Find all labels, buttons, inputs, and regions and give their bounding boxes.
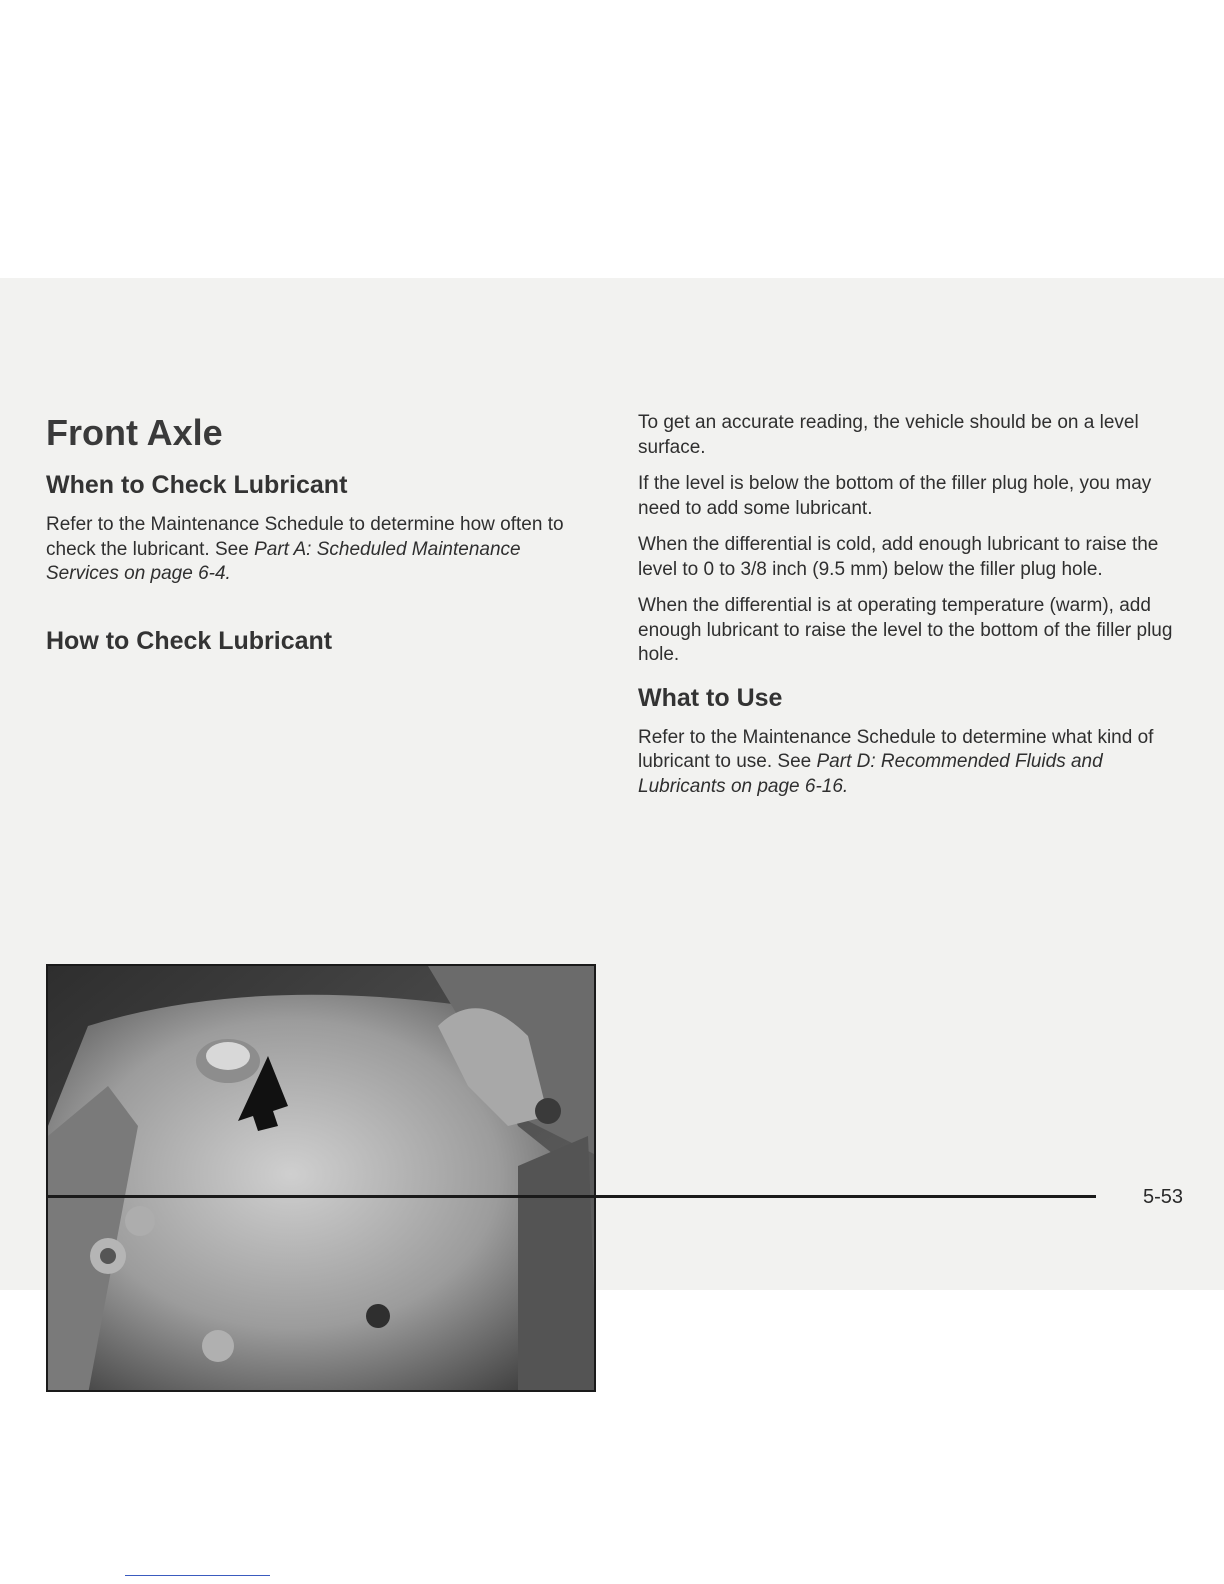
- footer-rule: [46, 1195, 1096, 1198]
- front-axle-photo: [46, 964, 596, 1392]
- footer-link-underline: [125, 1575, 270, 1576]
- when-to-check-heading: When to Check Lubricant: [46, 471, 348, 499]
- cold-differential-text: When the differential is cold, add enough lubricant to raise the level to 0 to 3/8 inch (9.5 mm) below the filler plug hole.: [638, 534, 1159, 580]
- recommended-fluids-reference[interactable]: Part D: Recommended Fluids and Lubricants on page 6-16.: [638, 751, 1103, 797]
- below-filler-text: If the level is below the bottom of the filler plug hole, you may need to add some lubricant.: [638, 473, 1152, 519]
- warm-differential-text: When the differential is at operating temperature (warm), add enough lubricant to raise the level to the bottom of the filler plug hole.: [638, 595, 1173, 665]
- when-to-check-text: Refer to the Maintenance Schedule to determine how often to check the lubricant. See Part A: Scheduled Maintenance Services on page 6-4.: [46, 514, 564, 584]
- left-column: [46, 411, 591, 657]
- right-column: [638, 411, 1183, 799]
- page-title: Front Axle: [46, 412, 223, 453]
- accurate-reading-text: To get an accurate reading, the vehicle should be on a level surface.: [638, 412, 1139, 458]
- scheduled-maintenance-reference[interactable]: Part A: Scheduled Maintenance Services on page 6-4.: [46, 538, 521, 584]
- how-to-check-heading: How to Check Lubricant: [46, 626, 333, 655]
- what-to-use-heading: What to Use: [638, 683, 783, 712]
- differential-image: [48, 966, 596, 1392]
- what-to-use-text: Refer to the Maintenance Schedule to determine what kind of lubricant to use. See Part D: Recommended Fluids and Lubricants on page 6-16.: [638, 726, 1154, 797]
- page-number: 5-53: [1143, 1186, 1184, 1208]
- manual-page: [0, 278, 1224, 1290]
